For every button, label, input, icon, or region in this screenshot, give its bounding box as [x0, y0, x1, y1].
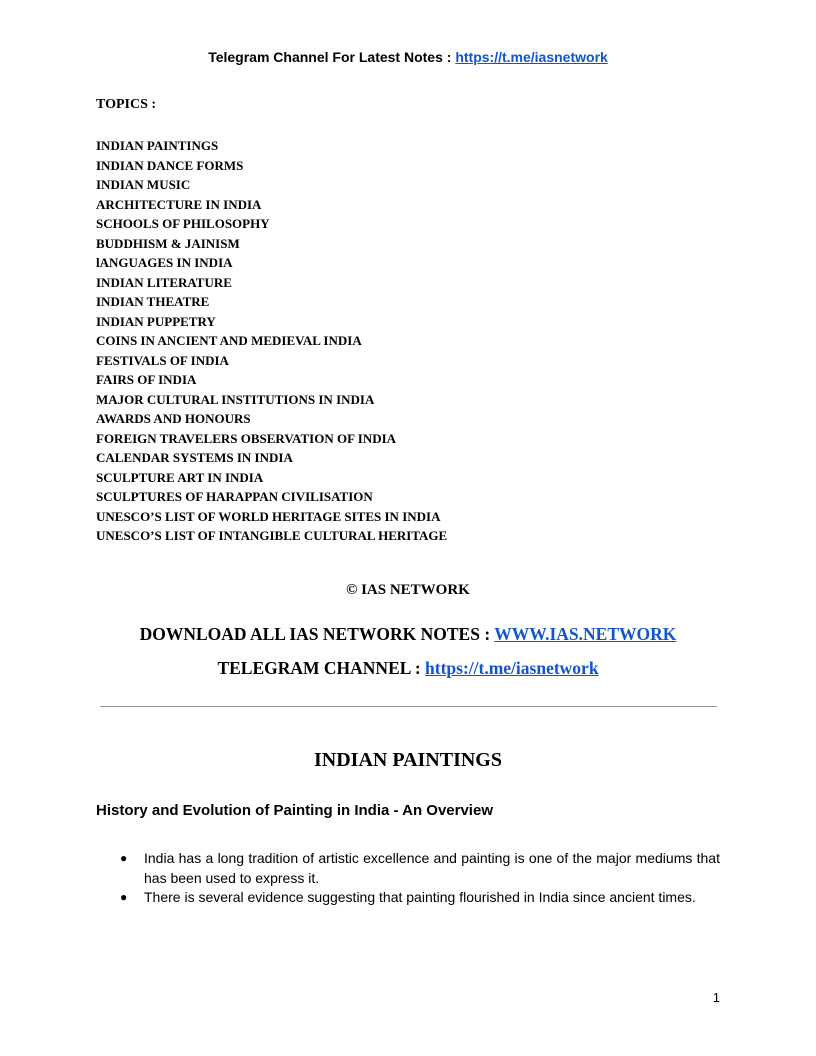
page-number: 1 [712, 990, 720, 1005]
topic-item: FAIRS OF INDIA [96, 372, 197, 387]
topic-item: INDIAN LITERATURE [96, 274, 232, 290]
topic-item: UNESCO’S LIST OF INTANGIBLE CULTURAL HERITAGE [96, 528, 448, 543]
copyright-notice: © IAS NETWORK [346, 582, 470, 598]
topics-list [96, 136, 447, 546]
telegram-channel-line [0, 657, 816, 679]
section-title: INDIAN PAINTINGS [314, 749, 502, 771]
topic-item: lANGUAGES IN INDIA [96, 255, 233, 270]
topic-item: FOREIGN TRAVELERS OBSERVATION OF INDIA [96, 430, 397, 446]
bullet-text: There is several evidence suggesting that painting flourished in India since ancient times. [144, 889, 696, 905]
topic-item: SCHOOLS OF PHILOSOPHY [96, 216, 270, 231]
telegram-link[interactable]: https://t.me/iasnetwork [425, 658, 599, 678]
telegram-label: TELEGRAM CHANNEL : [217, 658, 426, 678]
topic-item: INDIAN MUSIC [96, 177, 191, 192]
topic-item: INDIAN PAINTINGS [96, 138, 219, 153]
topic-item: CALENDAR SYSTEMS IN INDIA [96, 450, 293, 465]
topic-item: COINS IN ANCIENT AND MEDIEVAL INDIA [96, 333, 362, 348]
horizontal-divider [100, 706, 717, 707]
bullet-icon: ● [120, 890, 128, 904]
topic-item: BUDDHISM & JAINISM [96, 235, 240, 251]
bullet-list [120, 849, 720, 908]
subsection-heading: History and Evolution of Painting in India - An Overview [96, 802, 493, 819]
download-label: DOWNLOAD ALL IAS NETWORK NOTES : [139, 624, 495, 644]
topics-heading: TOPICS : [96, 97, 157, 112]
topic-item: INDIAN PUPPETRY [96, 313, 216, 329]
topic-item: SCULPTURES OF HARAPPAN CIVILISATION [96, 489, 373, 504]
bullet-text: India has a long tradition of artistic excellence and painting is one of the major mediums that has been used to express it. [144, 850, 720, 886]
topic-item: FESTIVALS OF INDIA [96, 352, 229, 368]
topic-item: ARCHITECTURE IN INDIA [96, 196, 262, 212]
topic-item: INDIAN DANCE FORMS [96, 157, 244, 173]
page-header [0, 48, 816, 66]
topic-item: INDIAN THEATRE [96, 294, 210, 309]
bullet-icon: ● [120, 851, 128, 865]
topic-item: UNESCO’S LIST OF WORLD HERITAGE SITES IN INDIA [96, 508, 441, 524]
topic-item: AWARDS AND HONOURS [96, 411, 251, 426]
download-notes-line [0, 623, 816, 645]
topic-item: SCULPTURE ART IN INDIA [96, 469, 264, 485]
bullet-item [120, 849, 720, 888]
topic-item: MAJOR CULTURAL INSTITUTIONS IN INDIA [96, 391, 375, 407]
header-telegram-link[interactable]: https://t.me/iasnetwork [455, 49, 608, 65]
website-link[interactable]: WWW.IAS.NETWORK [494, 624, 677, 644]
header-label: Telegram Channel For Latest Notes : [208, 49, 456, 65]
bullet-item [120, 888, 720, 908]
